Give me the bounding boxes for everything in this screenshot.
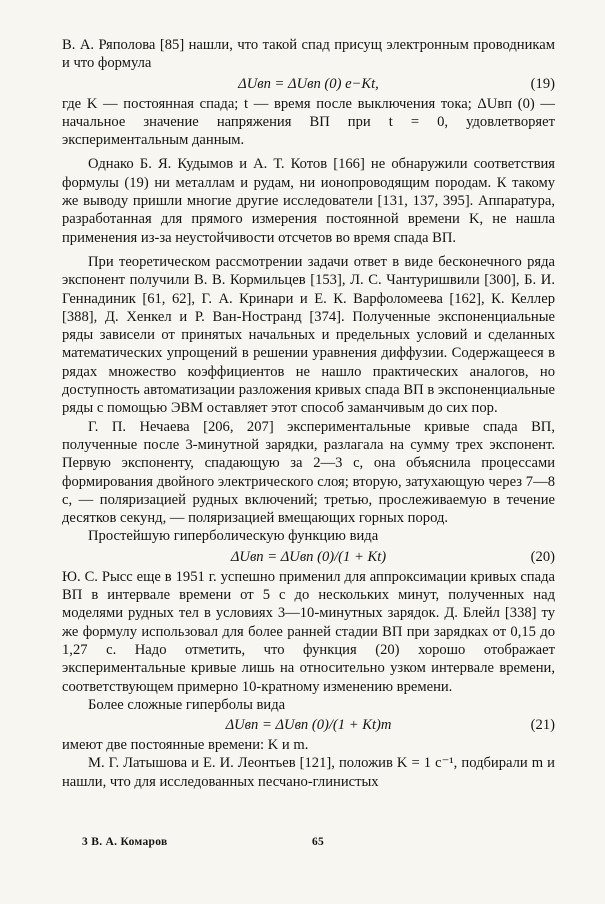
formula-expression: ΔUвп = ΔUвп (0)/(1 + Kt) — [230, 548, 387, 565]
paragraph: Более сложные гиперболы вида — [88, 696, 286, 713]
formula-expression: ΔUвп = ΔUвп (0) e−Kt, — [238, 75, 379, 92]
paragraph: М. Г. Латышова и Е. И. Леонтьев [121], положив K = 1 с⁻¹, подбирали m и нашли, что для исследованных песчано-глинистых — [62, 755, 555, 790]
paragraph: При теоретическом рассмотрении задачи ответ в виде бесконечного ряда экспонент получили В. В. Кормильцев [153], Л. С. Чантуришвили [300], Б. И. Геннадиник [61, 62], Г. А. Кринари и Е. К. Варфоломеева [162], К. Келлер [388], Д. Хенкел и Р. Ван-Ностранд [374]. Полученные экспоненциальные ряды зависели от принятых начальных и предельных условий и сделанных математических упрощений в решении уравнения диффузии. Содержащееся в рядах множество коэффициентов не нашло практических аналогов, но доступность автоматизации разложения кривых спада ВП в экспоненциальные ряды с помощью ЭВМ оставляет этот способ заманчивым до сих пор. — [62, 253, 555, 417]
formula-20 — [62, 546, 555, 568]
page-footer — [62, 836, 555, 856]
paragraph: Однако Б. Я. Кудымов и А. Т. Котов [166] не обнаружили соответствия формулы (19) ни металлам и рудам, ни ионопроводящим породам. К такому же выводу пришли многие другие исследователи [131, 137, 395]. Аппаратура, разработанная для прямого измерения постоянной времени K, не нашла применения из-за неустойчивости отсчетов во время спада ВП. — [62, 156, 555, 246]
paragraph: Простейшую гиперболическую функцию вида — [88, 528, 379, 545]
formula-number: (21) — [530, 717, 555, 734]
paragraph: имеют две постоянные времени: K и m. — [62, 737, 309, 754]
paragraph: Ю. С. Рысс еще в 1951 г. успешно применил для аппроксимации кривых спада ВП в интервале времени от 5 с до нескольких минут, полученных над моделями рудных тел в условиях 3—10-минутных зарядок. Д. Блейл [338] ту же формулу использовал для более ранней стадии ВП при зарядках от 0,15 до 1,27 с. Надо отметить, что функция (20) хорошо отображает экспериментальные кривые лишь на относительно узком интервале времени, соответствующем примерно 10-кратному изменению времени. — [62, 568, 555, 695]
page-number: 65 — [312, 836, 325, 848]
printer-signature: 3 В. А. Комаров — [82, 836, 168, 848]
formula-number: (19) — [530, 75, 555, 92]
page-body — [62, 36, 555, 791]
paragraph: Г. П. Нечаева [206, 207] экспериментальные кривые спада ВП, полученные после 3-минутной зарядки, разлагала на сумму трех экспонент. Первую экспоненту, спадающую за 2—3 с, она объяснила процессами формирования двойного электрического слоя; вторую, затухающую через 7—8 с, — поляризацией рудных включений; третью, прослеживаемую в течение десятков секунд, — поляризацией вмещающих горных пород. — [62, 418, 555, 527]
formula-number: (20) — [530, 548, 555, 565]
paragraph: В. А. Ряполова [85] нашли, что такой спад присущ электронным проводникам и что формула — [62, 37, 555, 72]
formula-21 — [62, 714, 555, 736]
paragraph: где K — постоянная спада; t — время после выключения тока; ΔUвп (0) — начальное значение напряжения ВП при t = 0, удовлетворяет экспериментальным данным. — [62, 95, 555, 149]
formula-19 — [62, 73, 555, 95]
formula-expression: ΔUвп = ΔUвп (0)/(1 + Kt)m — [225, 717, 392, 734]
